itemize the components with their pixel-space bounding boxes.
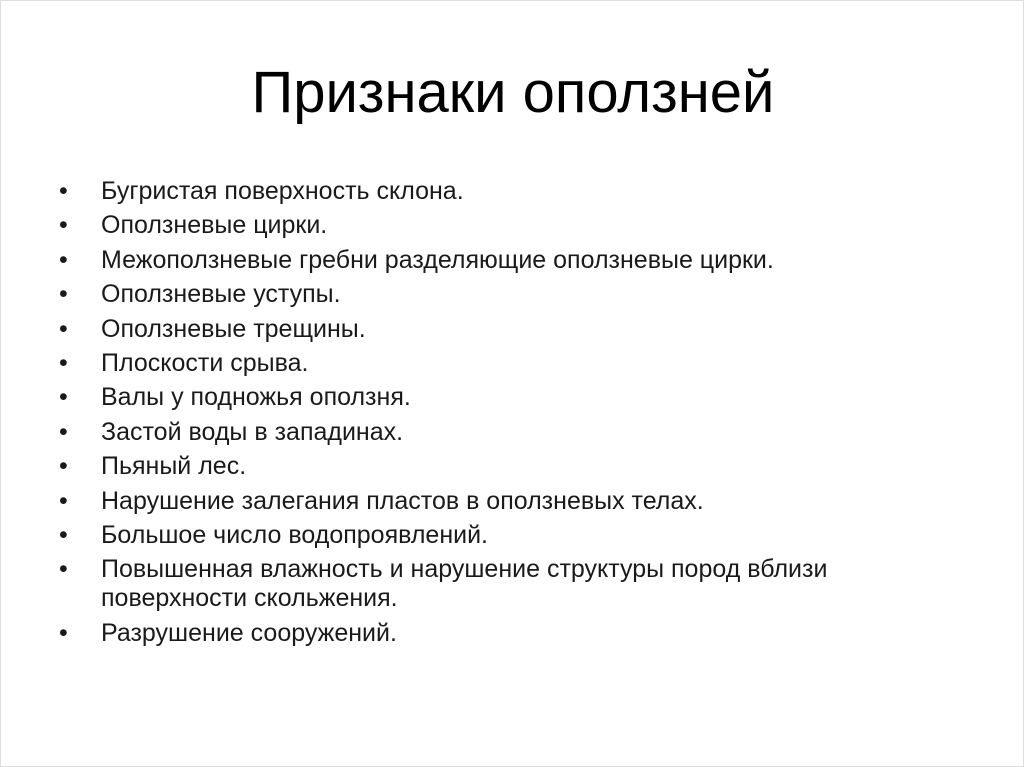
list-item [59,246,959,275]
bullet-icon: • [59,452,68,481]
list-item [59,555,959,613]
list-item [59,521,959,550]
bullet-icon: • [59,555,68,584]
list-item [59,383,959,412]
list-item-text: Бугристая поверхность склона. [101,177,464,205]
list-item [59,349,959,378]
list-item-text: Валы у подножья оползня. [101,383,411,412]
list-item-text: Нарушение залегания пластов в оползневых телах. [101,486,704,515]
list-item [59,452,959,481]
list-item [59,211,959,240]
bullet-icon: • [59,314,68,343]
bullet-icon: • [59,177,68,205]
list-item-text: Разрушение сооружений. [101,618,397,647]
list-item [59,315,959,344]
list-item [59,280,959,309]
bullet-icon: • [59,348,68,377]
list-item-text: Оползневые трещины. [101,314,366,343]
list-item [59,487,959,516]
bullet-icon: • [59,618,68,647]
bullet-icon: • [59,245,68,274]
bullet-icon: • [59,486,68,515]
list-item [59,418,959,447]
list-item [59,619,959,648]
list-item-text: Оползневые цирки. [101,211,328,240]
bullet-icon: • [59,211,68,240]
list-item-text: Повышенная влажность и нарушение структуры пород вблизи поверхности скольжения. [101,555,828,613]
bullet-icon: • [59,383,68,412]
list-item-text: Оползневые уступы. [101,280,341,309]
list-item-text: Застой воды в западинах. [101,417,404,446]
list-item-text: Большое число водопроявлений. [101,520,488,549]
slide-title: Признаки оползней [251,60,775,125]
bullet-icon: • [59,417,68,446]
bullet-list [59,177,959,653]
list-item-text: Межоползневые гребни разделяющие оползневые цирки. [101,245,774,274]
bullet-icon: • [59,280,68,309]
bullet-icon: • [59,520,68,549]
list-item [59,177,959,206]
list-item-text: Плоскости срыва. [101,348,309,377]
list-item-text: Пьяный лес. [101,452,247,481]
